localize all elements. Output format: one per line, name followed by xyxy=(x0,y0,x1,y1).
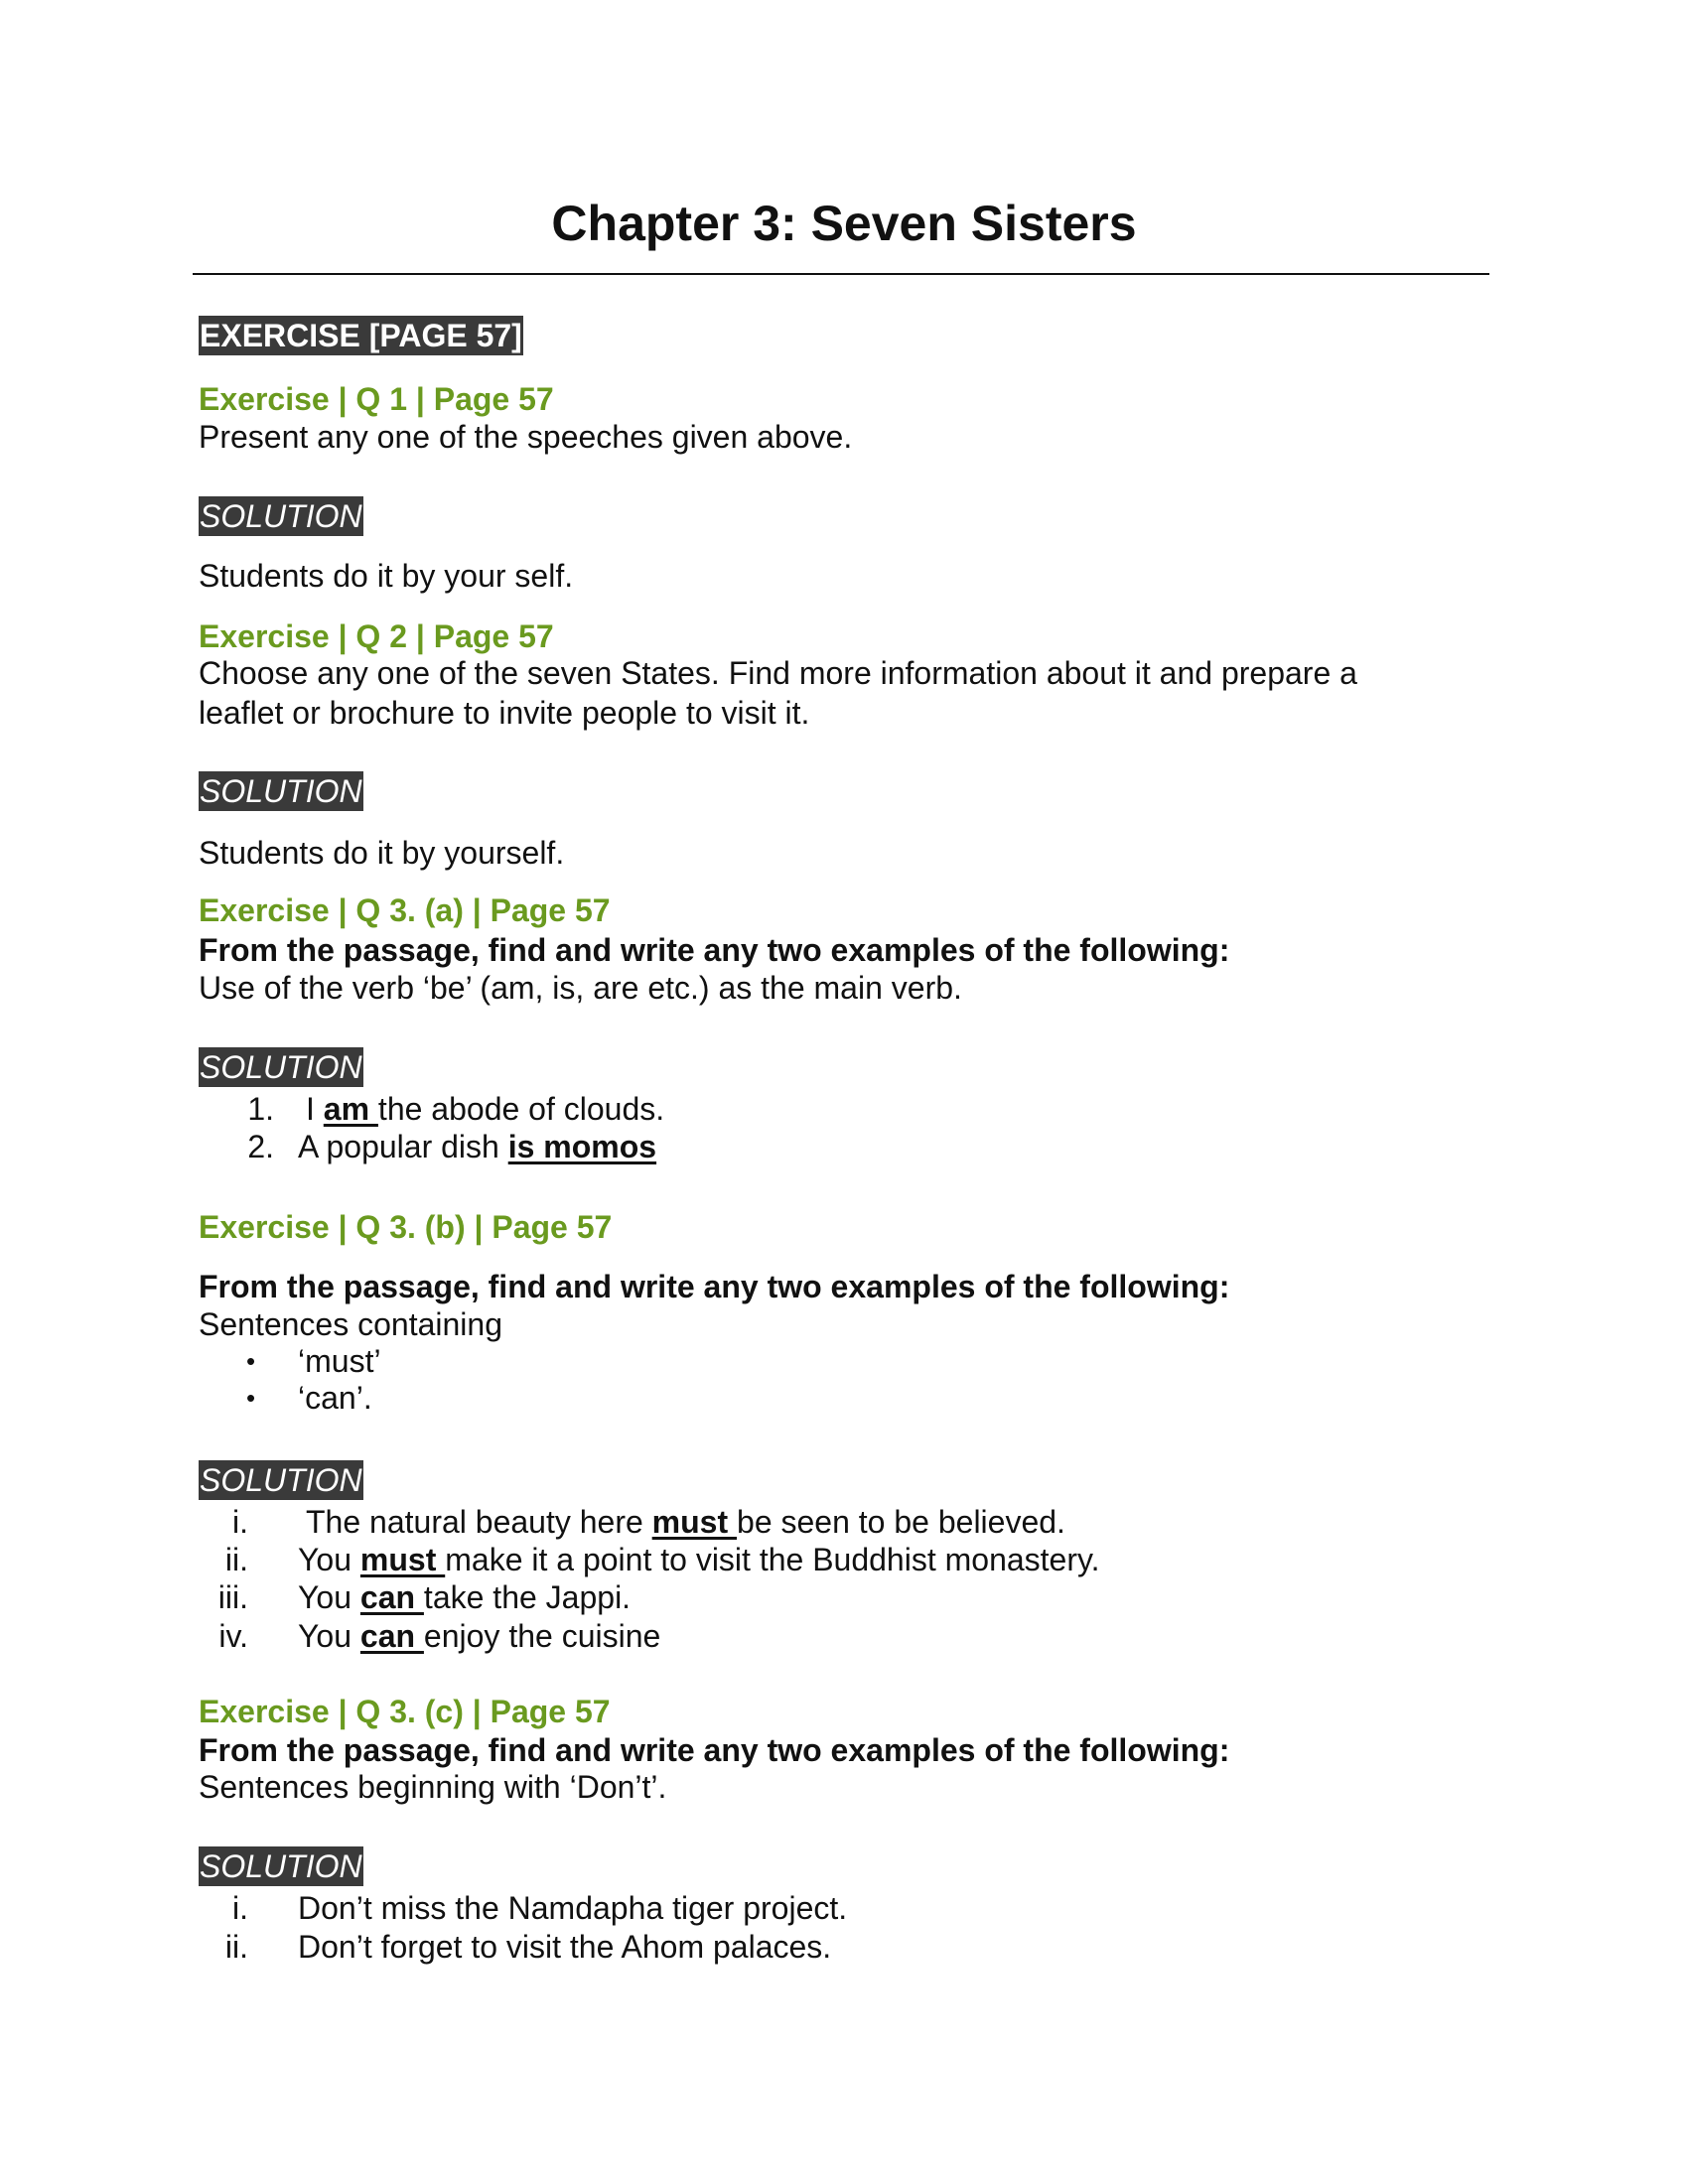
q2-heading: Exercise | Q 2 | Page 57 xyxy=(199,618,554,654)
exercise-page-tag: EXERCISE [PAGE 57] xyxy=(200,318,522,353)
answer-text: The natural beauty here must be seen to be believed. xyxy=(306,1504,1065,1540)
q3b-solution-label: SOLUTION xyxy=(200,1462,362,1498)
bullet-dot: • xyxy=(246,1346,256,1376)
underlined-word: am xyxy=(323,1091,378,1127)
q3a-question: Use of the verb ‘be’ (am, is, are etc.) as the main verb. xyxy=(199,970,962,1006)
underlined-word: must xyxy=(359,1542,446,1577)
answer-text: Don’t miss the Namdapha tiger project. xyxy=(298,1890,848,1926)
underlined-word: is momos xyxy=(507,1129,657,1164)
answer-text: I am the abode of clouds. xyxy=(306,1091,665,1127)
q1-answer: Students do it by your self. xyxy=(199,558,574,594)
list-number: i. xyxy=(232,1504,248,1540)
q3b-heading: Exercise | Q 3. (b) | Page 57 xyxy=(199,1209,613,1245)
q2-solution-label: SOLUTION xyxy=(200,773,362,809)
bullet-text: ‘can’. xyxy=(298,1380,372,1416)
q3c-heading: Exercise | Q 3. (c) | Page 57 xyxy=(199,1694,611,1729)
q1-solution-label: SOLUTION xyxy=(200,498,362,534)
title-divider xyxy=(193,273,1489,275)
q3c-question: Sentences beginning with ‘Don’t’. xyxy=(199,1769,667,1805)
list-number: i. xyxy=(232,1890,248,1926)
underlined-word: can xyxy=(359,1579,424,1615)
page-title: Chapter 3: Seven Sisters xyxy=(551,196,1137,251)
underlined-word: must xyxy=(651,1504,738,1540)
bullet-text: ‘must’ xyxy=(298,1343,381,1379)
list-number: iii. xyxy=(217,1579,248,1615)
list-number: ii. xyxy=(224,1929,248,1965)
q3c-instruction: From the passage, find and write any two examples of the following: xyxy=(199,1732,1230,1768)
list-number: ii. xyxy=(224,1542,248,1577)
q2-answer: Students do it by yourself. xyxy=(199,835,565,871)
q3a-solution-label: SOLUTION xyxy=(200,1049,362,1085)
list-number: 2. xyxy=(247,1129,274,1164)
q2-question-line1: Choose any one of the seven States. Find more information about it and prepare a xyxy=(199,655,1357,691)
q3c-solution-label: SOLUTION xyxy=(200,1848,362,1884)
answer-text: You must make it a point to visit the Buddhist monastery. xyxy=(298,1542,1100,1577)
q3a-instruction: From the passage, find and write any two examples of the following: xyxy=(199,932,1230,968)
q3b-question: Sentences containing xyxy=(199,1306,502,1342)
underlined-word: can xyxy=(359,1618,424,1654)
answer-text: You can enjoy the cuisine xyxy=(298,1618,661,1654)
bullet-dot: • xyxy=(246,1383,256,1413)
q3a-heading: Exercise | Q 3. (a) | Page 57 xyxy=(199,892,611,928)
q2-question-line2: leaflet or brochure to invite people to visit it. xyxy=(199,695,810,731)
answer-text: You can take the Jappi. xyxy=(298,1579,632,1615)
answer-text: A popular dish is momos xyxy=(298,1129,657,1164)
q3b-instruction: From the passage, find and write any two examples of the following: xyxy=(199,1269,1230,1304)
list-number: iv. xyxy=(218,1618,248,1654)
q1-question: Present any one of the speeches given above. xyxy=(199,419,853,455)
q1-heading: Exercise | Q 1 | Page 57 xyxy=(199,381,554,417)
list-number: 1. xyxy=(247,1091,274,1127)
answer-text: Don’t forget to visit the Ahom palaces. xyxy=(298,1929,832,1965)
